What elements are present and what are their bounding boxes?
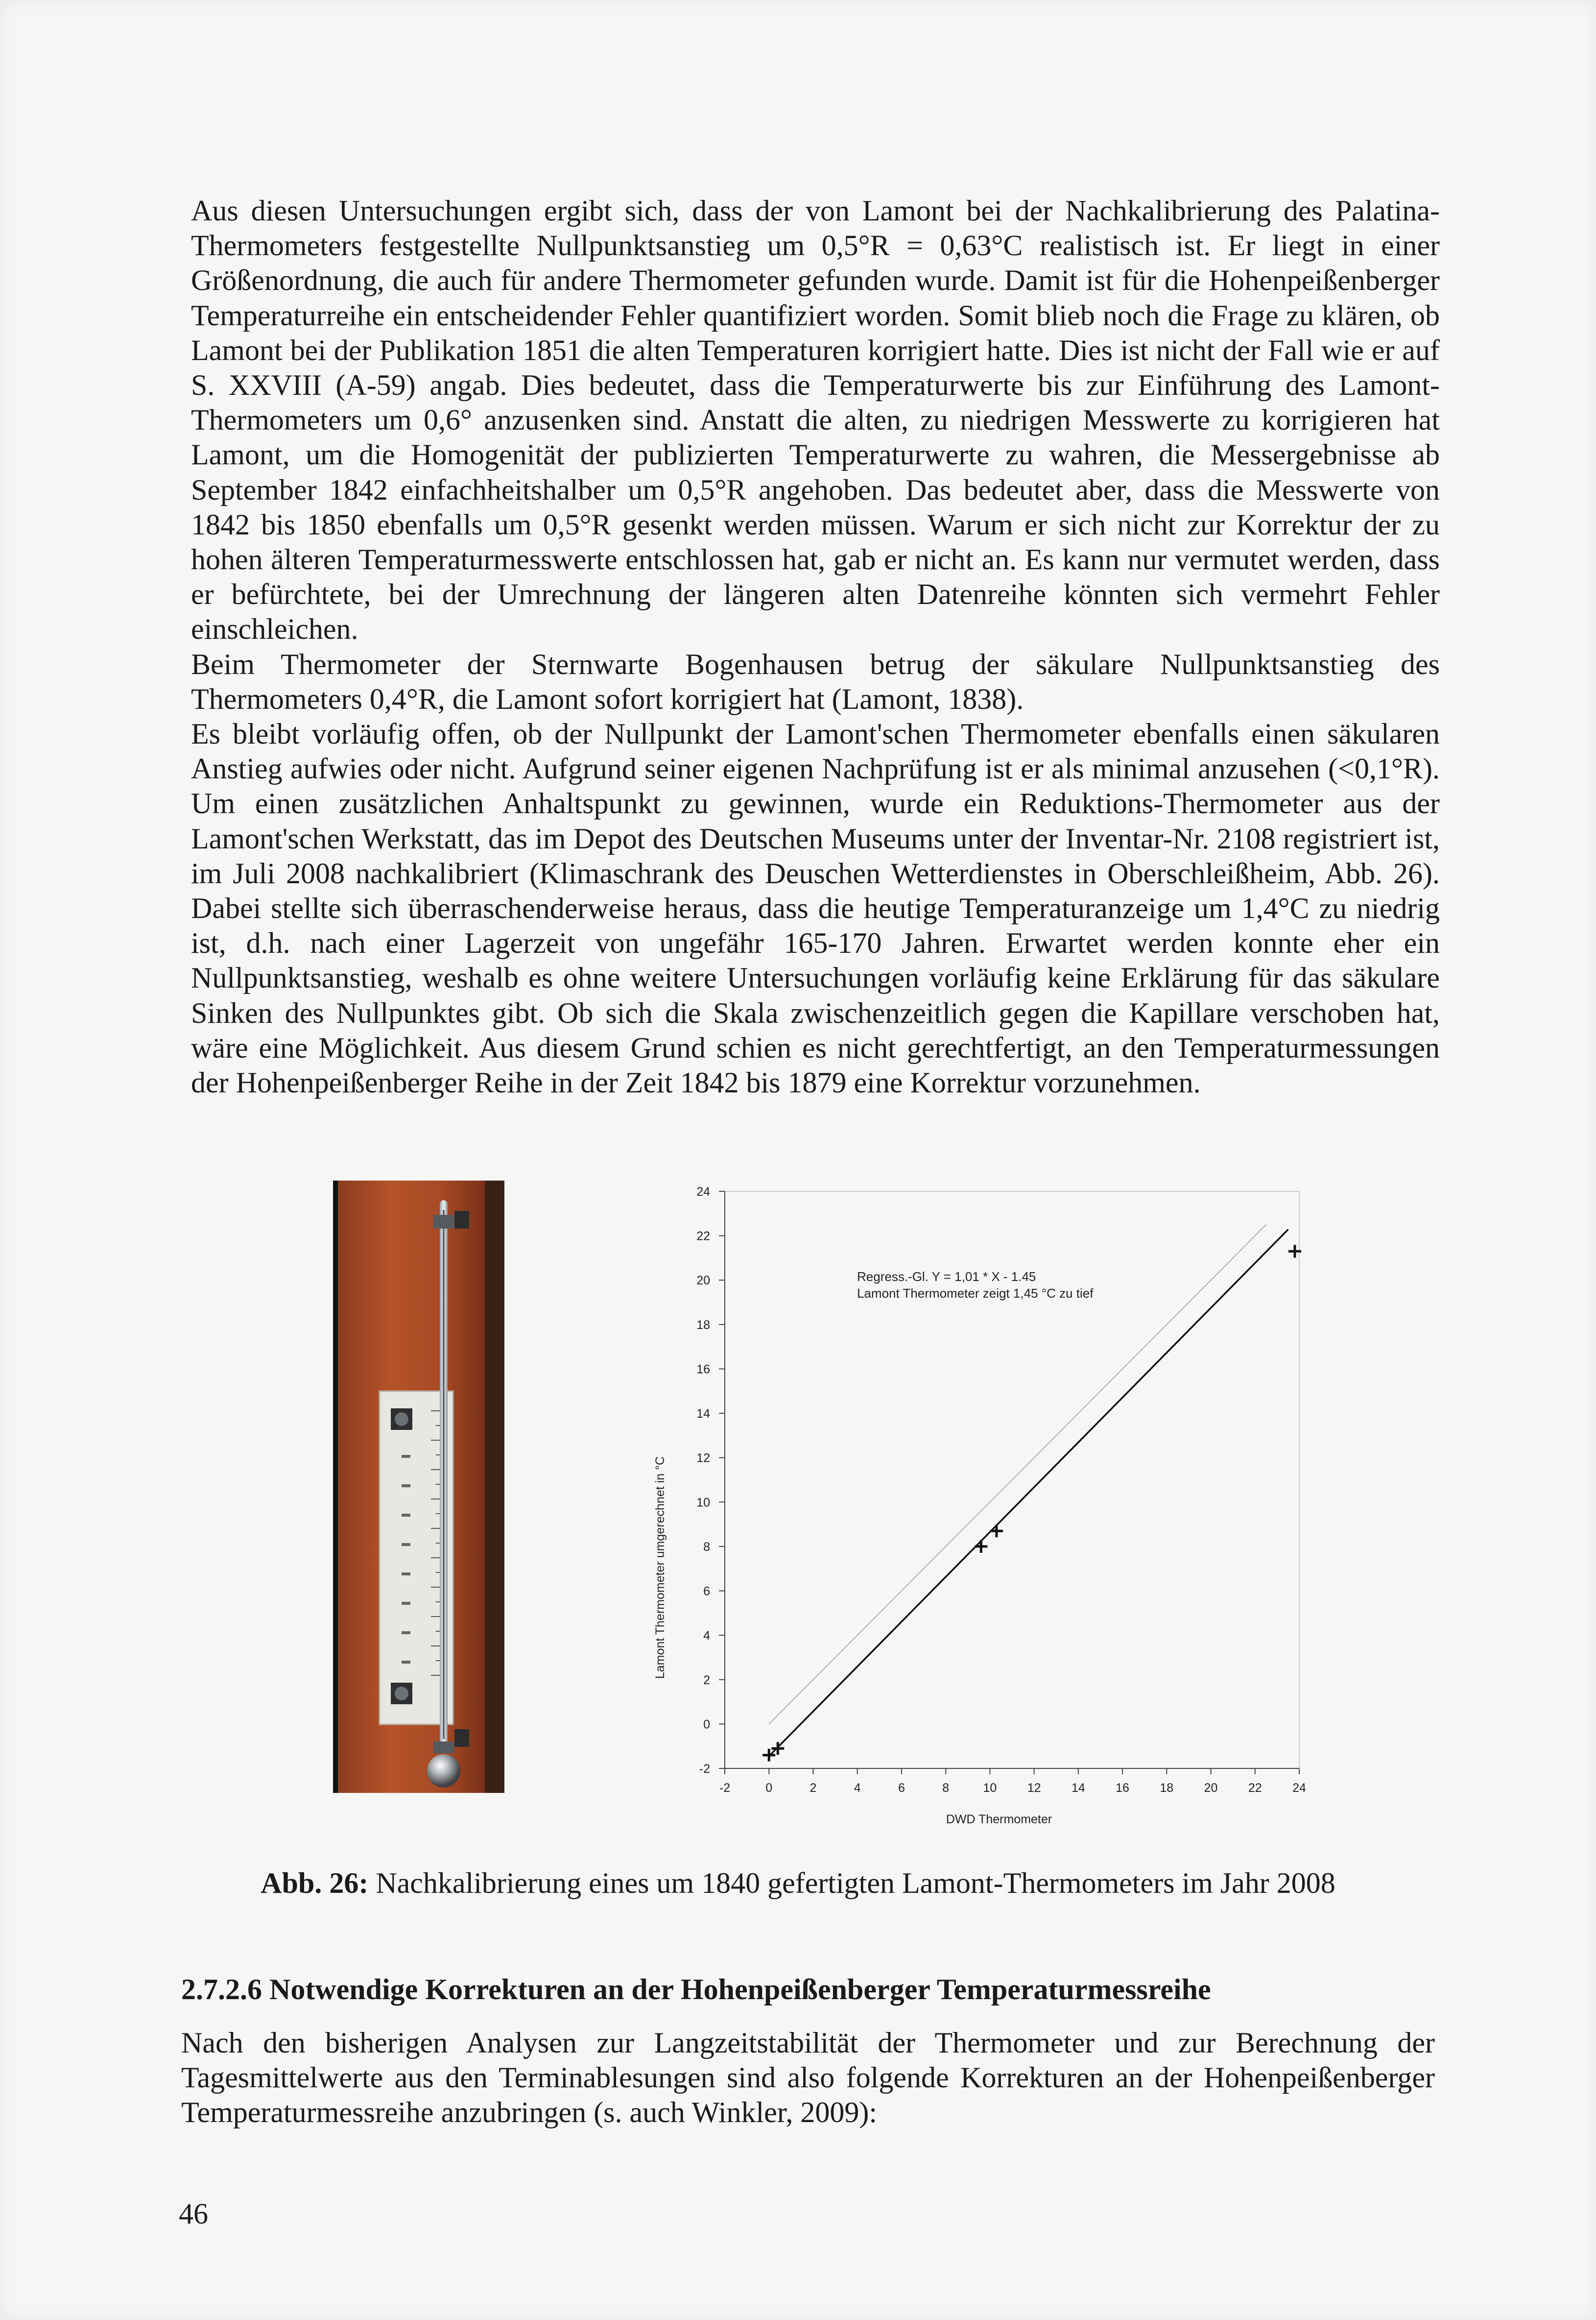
x-tick-label: 14 xyxy=(1071,1781,1085,1795)
x-axis-label: DWD Thermometer xyxy=(946,1812,1052,1826)
body-text-main xyxy=(191,193,1440,1100)
paragraph-3: Es bleibt vorläufig offen, ob der Nullpunkt der Lamont'schen Thermometer ebenfalls einen säkularen Anstieg aufwies oder nicht. Aufgrund seiner eigenen Nachprüfung ist er als minimal anzusehen (<0,1°R). Um einen zusätzlichen Anhaltspunkt zu gewinnen, wurde ein Reduktions-Thermometer aus der Lamont'schen Werkstatt, das im Depot des Deutschen Museums unter der Inventar-Nr. 2108 registriert ist, im Juli 2008 nachkalibriert (Klimaschrank des Deuschen Wetterdienstes in Oberschleißheim, Abb. 26). Dabei stellte sich überraschenderweise heraus, dass die heutige Temperaturanzeige um 1,4°C zu niedrig ist, d.h. nach einer Lagerzeit von ungefähr 165-170 Jahren. Erwartet werden konnte eher ein Nullpunktsanstieg, weshalb es ohne weitere Untersuchungen vorläufig keine Erklärung für das säkulare Sinken des Nullpunktes gibt. Ob sich die Skala zwischenzeitlich gegen die Kapillare verschoben hat, wäre eine Möglichkeit. Aus diesem Grund schien es nicht gerechtfertigt, an den Temperaturmessungen der Hohenpeißenberger Reihe in der Zeit 1842 bis 1879 eine Korrektur vorzunehmen. xyxy=(191,718,1440,1099)
x-tick-label: 2 xyxy=(810,1781,817,1795)
y-tick-label: 10 xyxy=(696,1496,710,1510)
y-tick-label: 8 xyxy=(703,1540,710,1554)
x-tick-label: 0 xyxy=(765,1781,773,1795)
page-number: 46 xyxy=(179,2198,208,2230)
y-tick-label: 6 xyxy=(703,1584,710,1598)
y-tick-label: 0 xyxy=(703,1717,710,1732)
y-axis-label: Lamont Thermometer umgerechnet in °C xyxy=(653,1456,667,1679)
x-tick-label: 12 xyxy=(1027,1781,1041,1795)
x-tick-label: 18 xyxy=(1160,1781,1174,1795)
paragraph-1: Aus diesen Untersuchungen ergibt sich, dass der von Lamont bei der Nachkalibrierung des Palatina-Thermometers festgestellte Nullpunktsanstieg um 0,5°R = 0,63°C realistisch ist. Er liegt in einer Größenordnung, die auch für andere Thermometer gefunden wurde. Damit ist für die Hohenpeißenberger Temperaturreihe ein entscheidender Fehler quantifiziert worden. Somit blieb noch die Frage zu klären, ob Lamont bei der Publikation 1851 die alten Temperaturen korrigiert hatte. Dies ist nicht der Fall wie er auf S. XXVIII (A-59) angab. Dies bedeutet, dass die Temperaturwerte bis zur Einführung des Lamont-Thermometers um 0,6° anzusenken sind. Anstatt die alten, zu niedrigen Messwerte zu korrigieren hat Lamont, um die Homogenität der publizierten Temperaturwerte zu wahren, die Messergebnisse ab September 1842 einfachheitshalber um 0,5°R angehoben. Das bedeutet aber, dass die Messwerte von 1842 bis 1850 ebenfalls um 0,5°R gesenkt werden müssen. Warum er sich nicht zur Korrektur der zu hohen älteren Temperaturmesswerte entschlossen hat, gab er nicht an. Es kann nur vermutet werden, dass er befürchtete, bei der Umrechnung der längeren alten Datenreihe könnten sich vermehrt Fehler einschleichen. xyxy=(191,194,1440,646)
y-tick-label: 22 xyxy=(696,1229,710,1243)
x-tick-label: 24 xyxy=(1292,1781,1306,1795)
y-tick-label: 4 xyxy=(703,1629,710,1643)
x-tick-label: 8 xyxy=(942,1781,950,1795)
figure-caption xyxy=(0,1865,1596,1901)
y-tick-label: 2 xyxy=(703,1673,710,1687)
x-tick-label: 22 xyxy=(1248,1781,1262,1795)
x-tick-label: 10 xyxy=(983,1781,997,1795)
section-heading: 2.7.2.6 Notwendige Korrekturen an der Hohenpeißenberger Temperaturmessreihe xyxy=(181,1973,1211,2006)
x-tick-label: 20 xyxy=(1204,1781,1218,1795)
y-tick-label: 16 xyxy=(696,1362,710,1377)
caption-label: Abb. 26: xyxy=(261,1867,369,1899)
y-tick-label: 14 xyxy=(696,1407,710,1421)
thermometer-photo xyxy=(333,1181,504,1793)
x-tick-label: 16 xyxy=(1116,1781,1129,1795)
y-tick-label: 12 xyxy=(696,1451,710,1465)
y-tick-label: 24 xyxy=(696,1185,710,1199)
x-tick-label: -2 xyxy=(719,1781,731,1795)
caption-text: Nachkalibrierung eines um 1840 gefertigten Lamont-Thermometers im Jahr 2008 xyxy=(368,1867,1335,1899)
y-tick-label: 18 xyxy=(696,1318,710,1332)
x-tick-label: 4 xyxy=(854,1781,861,1795)
regression-equation: Regress.-Gl. Y = 1,01 * X - 1.45 xyxy=(857,1269,1036,1284)
x-tick-label: 6 xyxy=(898,1781,905,1795)
calibration-chart xyxy=(637,1176,1322,1837)
y-tick-label: 20 xyxy=(696,1274,710,1288)
paragraph-2: Beim Thermometer der Sternwarte Bogenhausen betrug der säkulare Nullpunktsanstieg des Thermometers 0,4°R, die Lamont sofort korrigiert hat (Lamont, 1838). xyxy=(191,648,1440,715)
y-tick-label: -2 xyxy=(699,1762,710,1776)
regression-note: Lamont Thermometer zeigt 1,45 °C zu tief xyxy=(857,1286,1094,1301)
body-text-bottom: Nach den bisherigen Analysen zur Langzeitstabilität der Thermometer und zur Berechnung der Tagesmittelwerte aus den Terminablesungen sind also folgende Korrekturen an der Hohenpeißenberger Temperaturmessreihe anzubringen (s. auch Winkler, 2009): xyxy=(181,2027,1435,2129)
